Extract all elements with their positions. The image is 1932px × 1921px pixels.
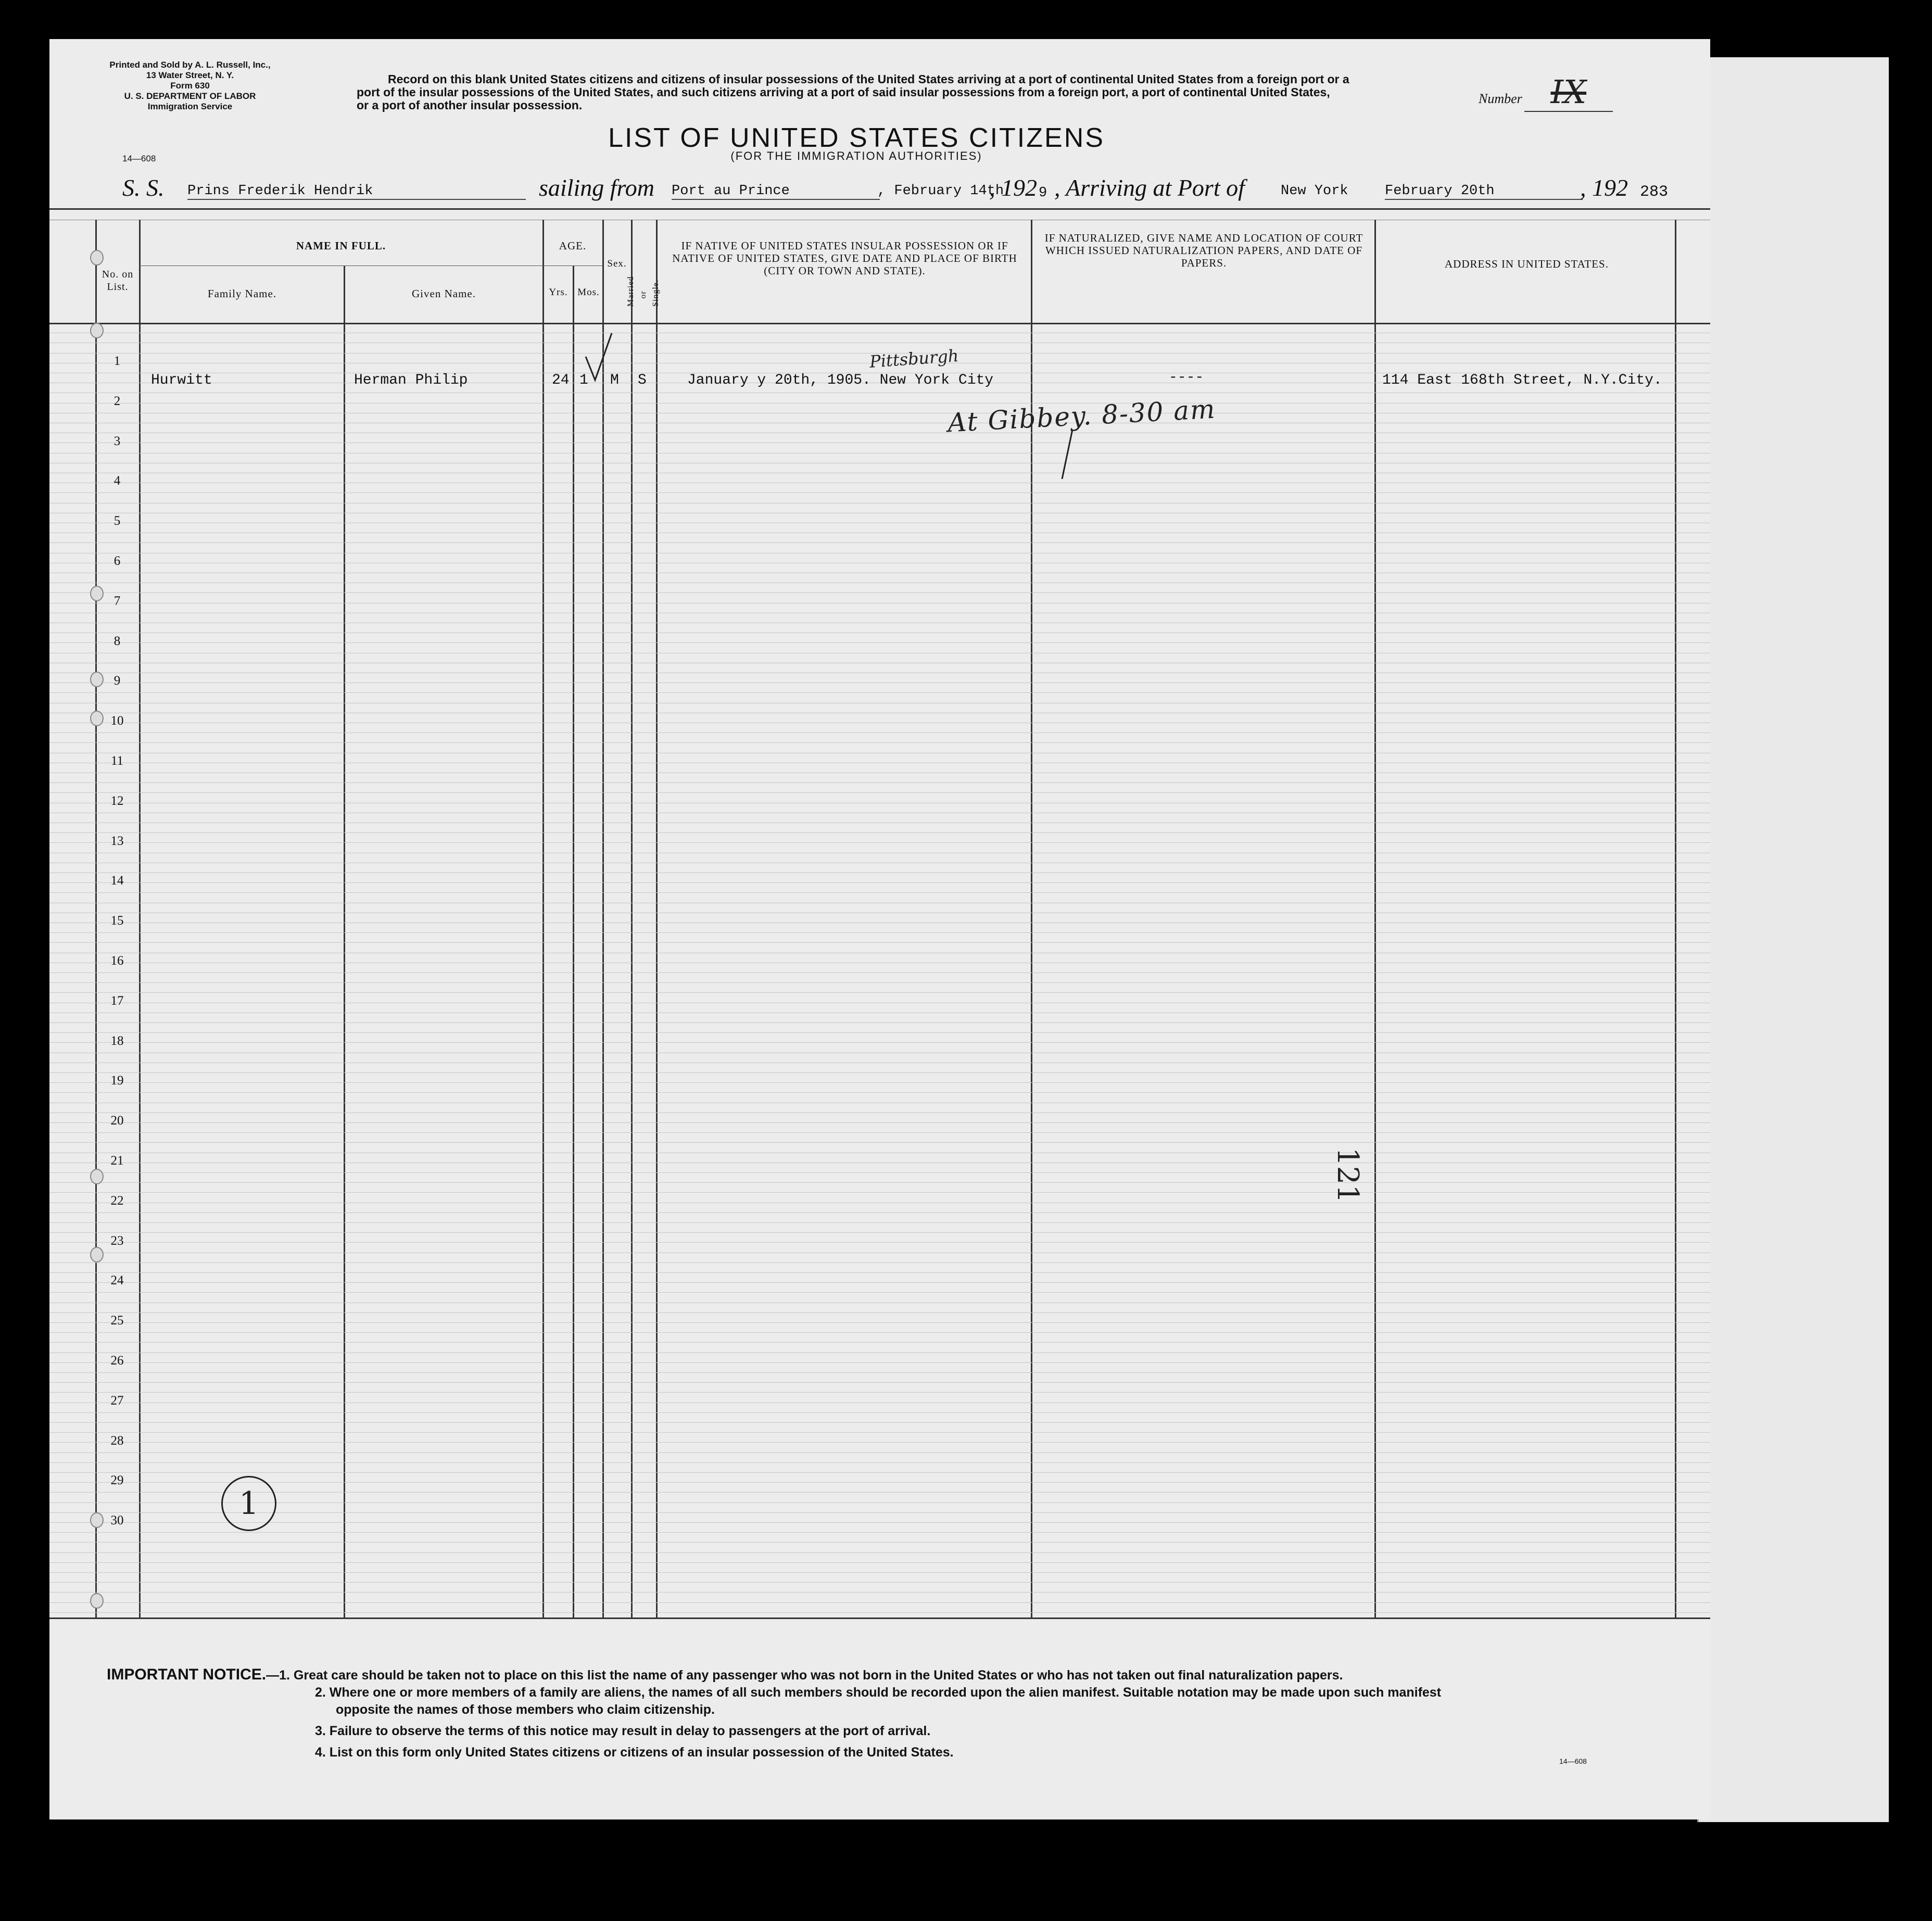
ruled-line bbox=[49, 1602, 1710, 1603]
intro-line-2: port of the insular possessions of the United States, and such citizens arriving at a port of said insular possessions from a foreign port, a port of continental United States, bbox=[357, 85, 1330, 99]
number-value: IX bbox=[1524, 73, 1613, 112]
intro-line-1: Record on this blank United States citizens and citizens of insular possessions of the United States arriving at a port of continental United States from a foreign port or a bbox=[388, 72, 1349, 86]
row-number: 22 bbox=[110, 1193, 124, 1208]
row-number: 30 bbox=[110, 1513, 124, 1528]
ruled-line bbox=[49, 982, 1710, 983]
important-notice bbox=[107, 1666, 1695, 1761]
header-sex: Sex. bbox=[607, 258, 627, 269]
ruled-line bbox=[49, 742, 1710, 743]
service: Immigration Service bbox=[147, 102, 233, 111]
ruled-line bbox=[49, 1182, 1710, 1183]
ruled-line bbox=[49, 1032, 1710, 1033]
ruled-line bbox=[49, 1332, 1710, 1333]
printer-line-2: 13 Water Street, N. Y. bbox=[146, 70, 234, 80]
ruled-line bbox=[49, 1462, 1710, 1463]
binder-hole bbox=[90, 1593, 104, 1609]
printer-line-1: Printed and Sold by A. L. Russell, Inc., bbox=[109, 60, 271, 70]
ruled-line bbox=[49, 1312, 1710, 1313]
checkmark-icon bbox=[580, 328, 617, 390]
ruled-line bbox=[49, 1042, 1710, 1043]
ruled-line bbox=[49, 882, 1710, 883]
ruled-line bbox=[49, 892, 1710, 893]
ruled-line bbox=[49, 1502, 1710, 1503]
from-port: Port au Prince bbox=[672, 183, 880, 200]
ruled-line bbox=[49, 642, 1710, 643]
ruled-rows bbox=[49, 323, 1710, 1619]
header-yrs: Yrs. bbox=[549, 287, 568, 298]
row-number: 27 bbox=[110, 1393, 124, 1408]
ruled-line bbox=[49, 1172, 1710, 1173]
ruled-line bbox=[49, 922, 1710, 923]
ruled-line bbox=[49, 1532, 1710, 1533]
row-number: 12 bbox=[110, 793, 124, 808]
ruled-line bbox=[49, 1612, 1710, 1613]
binder-hole bbox=[90, 250, 104, 266]
ruled-line bbox=[49, 1542, 1710, 1543]
ruled-line bbox=[49, 1592, 1710, 1593]
entry-married: S bbox=[638, 372, 647, 388]
ruled-line bbox=[49, 492, 1710, 493]
printer-info bbox=[91, 60, 289, 112]
entry-naturalized: ---- bbox=[1169, 370, 1204, 386]
ruled-line bbox=[49, 932, 1710, 933]
ruled-line bbox=[49, 1322, 1710, 1323]
ruled-line bbox=[49, 1132, 1710, 1133]
ruled-line bbox=[49, 782, 1710, 783]
binder-hole bbox=[90, 323, 104, 338]
ruled-line bbox=[49, 1142, 1710, 1143]
ruled-line bbox=[49, 1242, 1710, 1243]
row-number: 16 bbox=[110, 954, 124, 968]
ruled-line bbox=[49, 1492, 1710, 1493]
row-number: 15 bbox=[110, 914, 124, 928]
binder-hole bbox=[90, 672, 104, 687]
row-number: 4 bbox=[113, 474, 121, 488]
arrival-year-prefix: , 192 bbox=[1580, 174, 1628, 201]
row-number: 2 bbox=[113, 394, 121, 408]
ruled-line bbox=[49, 1522, 1710, 1523]
row-number: 25 bbox=[110, 1313, 124, 1328]
notice-item-3: 3. Failure to observe the terms of this notice may result in delay to passengers at the port of arrival. bbox=[315, 1724, 931, 1738]
bottom-form-code: 14—608 bbox=[1559, 1757, 1587, 1765]
row-number: 20 bbox=[110, 1114, 124, 1128]
back-sheet bbox=[1697, 57, 1889, 1822]
row-number: 1 bbox=[113, 354, 121, 368]
row-number: 24 bbox=[110, 1273, 124, 1288]
ruled-line bbox=[49, 792, 1710, 793]
binder-hole bbox=[90, 711, 104, 726]
arriving-label: , Arriving at Port of bbox=[1054, 174, 1245, 201]
sail-year-suffix: 9 bbox=[1039, 185, 1047, 201]
header-given-name: Given Name. bbox=[412, 287, 476, 300]
ruled-line bbox=[49, 1472, 1710, 1473]
handwritten-stroke bbox=[1057, 427, 1078, 484]
handwritten-correction: Pittsburgh bbox=[868, 346, 959, 372]
row-number: 18 bbox=[110, 1033, 124, 1048]
entry-family-name: Hurwitt bbox=[151, 372, 212, 388]
ruled-line bbox=[49, 1192, 1710, 1193]
ruled-line bbox=[49, 972, 1710, 973]
ruled-line bbox=[49, 592, 1710, 593]
ruled-line bbox=[49, 1122, 1710, 1123]
notice-item-1: —1. Great care should be taken not to place on this list the name of any passenger who was not born in the United States or who has not taken out final naturalization papers. bbox=[266, 1668, 1343, 1683]
handwritten-page-number: 121 bbox=[1330, 1147, 1365, 1203]
page-title: LIST OF UNITED STATES CITIZENS bbox=[608, 123, 1105, 153]
row-numbers bbox=[97, 323, 138, 1619]
ruled-line bbox=[49, 1482, 1710, 1483]
header-naturalized: IF NATURALIZED, GIVE NAME AND LOCATION OF COURT WHICH ISSUED NATURALIZATION PAPERS, AND DATE OF PAPERS. bbox=[1044, 232, 1363, 269]
row-number: 13 bbox=[110, 833, 124, 848]
ruled-line bbox=[49, 1392, 1710, 1393]
row-number: 23 bbox=[110, 1233, 124, 1248]
entry-yrs: 24 bbox=[552, 372, 570, 388]
binder-hole bbox=[90, 1247, 104, 1262]
table-top-rule bbox=[49, 208, 1710, 210]
row-number: 5 bbox=[113, 514, 121, 528]
sailing-label: sailing from bbox=[539, 174, 654, 201]
row-number: 19 bbox=[110, 1073, 124, 1088]
ruled-line bbox=[49, 692, 1710, 693]
ruled-line bbox=[49, 1372, 1710, 1373]
arrival-date: February 20th bbox=[1385, 183, 1583, 200]
ruled-line bbox=[49, 1072, 1710, 1073]
ruled-line bbox=[49, 1452, 1710, 1453]
ruled-line bbox=[49, 1362, 1710, 1363]
row-number: 11 bbox=[110, 754, 124, 768]
page-subtitle: (FOR THE IMMIGRATION AUTHORITIES) bbox=[730, 149, 982, 162]
intro-line-3: or a port of another insular possession. bbox=[357, 98, 583, 112]
ruled-line bbox=[49, 732, 1710, 733]
binder-hole bbox=[90, 1169, 104, 1184]
notice-item-2b: opposite the names of those members who claim citizenship. bbox=[336, 1702, 715, 1717]
ruled-line bbox=[49, 1442, 1710, 1443]
notice-label: IMPORTANT NOTICE. bbox=[107, 1666, 267, 1683]
ruled-line bbox=[49, 992, 1710, 993]
binder-hole bbox=[90, 586, 104, 601]
ruled-line bbox=[49, 1412, 1710, 1413]
ruled-line bbox=[49, 842, 1710, 843]
ruled-line bbox=[49, 832, 1710, 833]
number-block bbox=[1479, 73, 1613, 112]
intro-text bbox=[357, 73, 1476, 112]
row-number: 17 bbox=[110, 993, 124, 1008]
entry-mos: 1 bbox=[579, 372, 588, 388]
ruled-line bbox=[49, 1432, 1710, 1433]
row-number: 3 bbox=[113, 434, 121, 448]
notice-item-4: 4. List on this form only United States citizens or citizens of an insular possession of the United States. bbox=[315, 1745, 954, 1760]
ruled-line bbox=[49, 1282, 1710, 1283]
ruled-line bbox=[49, 1222, 1710, 1223]
row-number: 9 bbox=[113, 674, 121, 688]
entry-address: 114 East 168th Street, N.Y.City. bbox=[1382, 372, 1662, 388]
entry-birth: January y 20th, 1905. New York City bbox=[687, 372, 994, 388]
number-label: Number bbox=[1479, 91, 1522, 106]
sail-year-prefix: , 192 bbox=[989, 174, 1037, 201]
row-number: 28 bbox=[110, 1433, 124, 1448]
ss-label: S. S. bbox=[122, 174, 165, 201]
sail-date: , February 14th bbox=[877, 183, 1004, 199]
ruled-line bbox=[49, 1162, 1710, 1163]
header-family-name: Family Name. bbox=[207, 287, 277, 300]
row-number: 10 bbox=[110, 714, 124, 728]
voyage-line bbox=[122, 172, 1705, 208]
header-age: AGE. bbox=[559, 239, 587, 252]
ruled-line bbox=[49, 1402, 1710, 1403]
ruled-line bbox=[49, 1022, 1710, 1023]
ship-name: Prins Frederik Hendrik bbox=[187, 183, 526, 200]
circled-number: 1 bbox=[221, 1476, 276, 1531]
ruled-line bbox=[49, 1292, 1710, 1293]
header-name-in-full: NAME IN FULL. bbox=[296, 239, 386, 252]
ruled-line bbox=[49, 1382, 1710, 1383]
entry-sex: M bbox=[610, 372, 619, 388]
ruled-line bbox=[49, 1272, 1710, 1273]
header-number: No. on List. bbox=[102, 269, 134, 293]
manifest-table bbox=[49, 208, 1710, 1619]
ruled-line bbox=[49, 1262, 1710, 1263]
ruled-line bbox=[49, 942, 1710, 943]
row-number: 14 bbox=[110, 874, 124, 888]
manifest-sheet bbox=[49, 39, 1710, 1819]
ruled-line bbox=[49, 1082, 1710, 1083]
ruled-line bbox=[49, 1232, 1710, 1233]
handwritten-note: At Gibbey. 8-30 am bbox=[946, 394, 1217, 438]
ruled-line bbox=[49, 1562, 1710, 1563]
form-number: Form 630 bbox=[170, 81, 210, 91]
ruled-line bbox=[49, 1582, 1710, 1583]
ruled-line bbox=[49, 1422, 1710, 1423]
row-number: 21 bbox=[110, 1154, 124, 1168]
printer-code: 14—608 bbox=[122, 154, 156, 163]
row-number: 29 bbox=[110, 1473, 124, 1488]
arrival-year-suffix: 283 bbox=[1640, 183, 1669, 201]
department: U. S. DEPARTMENT OF LABOR bbox=[124, 91, 256, 101]
header-native: IF NATIVE OF UNITED STATES INSULAR POSSESSION OR IF NATIVE OF UNITED STATES, GIVE DATE AND PLACE OF BIRTH (CITY OR TOWN AND STATE). bbox=[672, 239, 1017, 277]
entry-given-name: Herman Philip bbox=[354, 372, 468, 388]
row-number: 8 bbox=[113, 634, 121, 648]
header-married: Married or Single. bbox=[626, 276, 660, 307]
row-number: 6 bbox=[113, 554, 121, 568]
header-mos: Mos. bbox=[577, 287, 600, 298]
ruled-line bbox=[49, 542, 1710, 543]
row-number: 26 bbox=[110, 1354, 124, 1368]
ruled-line bbox=[49, 1212, 1710, 1213]
ruled-line bbox=[49, 1512, 1710, 1513]
notice-item-2a: 2. Where one or more members of a family are aliens, the names of all such members should be recorded upon the alien manifest. Suitable notation may be made upon such manifest bbox=[315, 1685, 1442, 1700]
binder-hole bbox=[90, 1512, 104, 1528]
arrival-port: New York bbox=[1281, 183, 1348, 199]
row-number: 7 bbox=[113, 593, 121, 608]
header-address: ADDRESS IN UNITED STATES. bbox=[1445, 258, 1609, 270]
ruled-line bbox=[49, 1092, 1710, 1093]
ruled-line bbox=[49, 1572, 1710, 1573]
ruled-line bbox=[49, 1552, 1710, 1553]
ruled-line bbox=[49, 1342, 1710, 1343]
